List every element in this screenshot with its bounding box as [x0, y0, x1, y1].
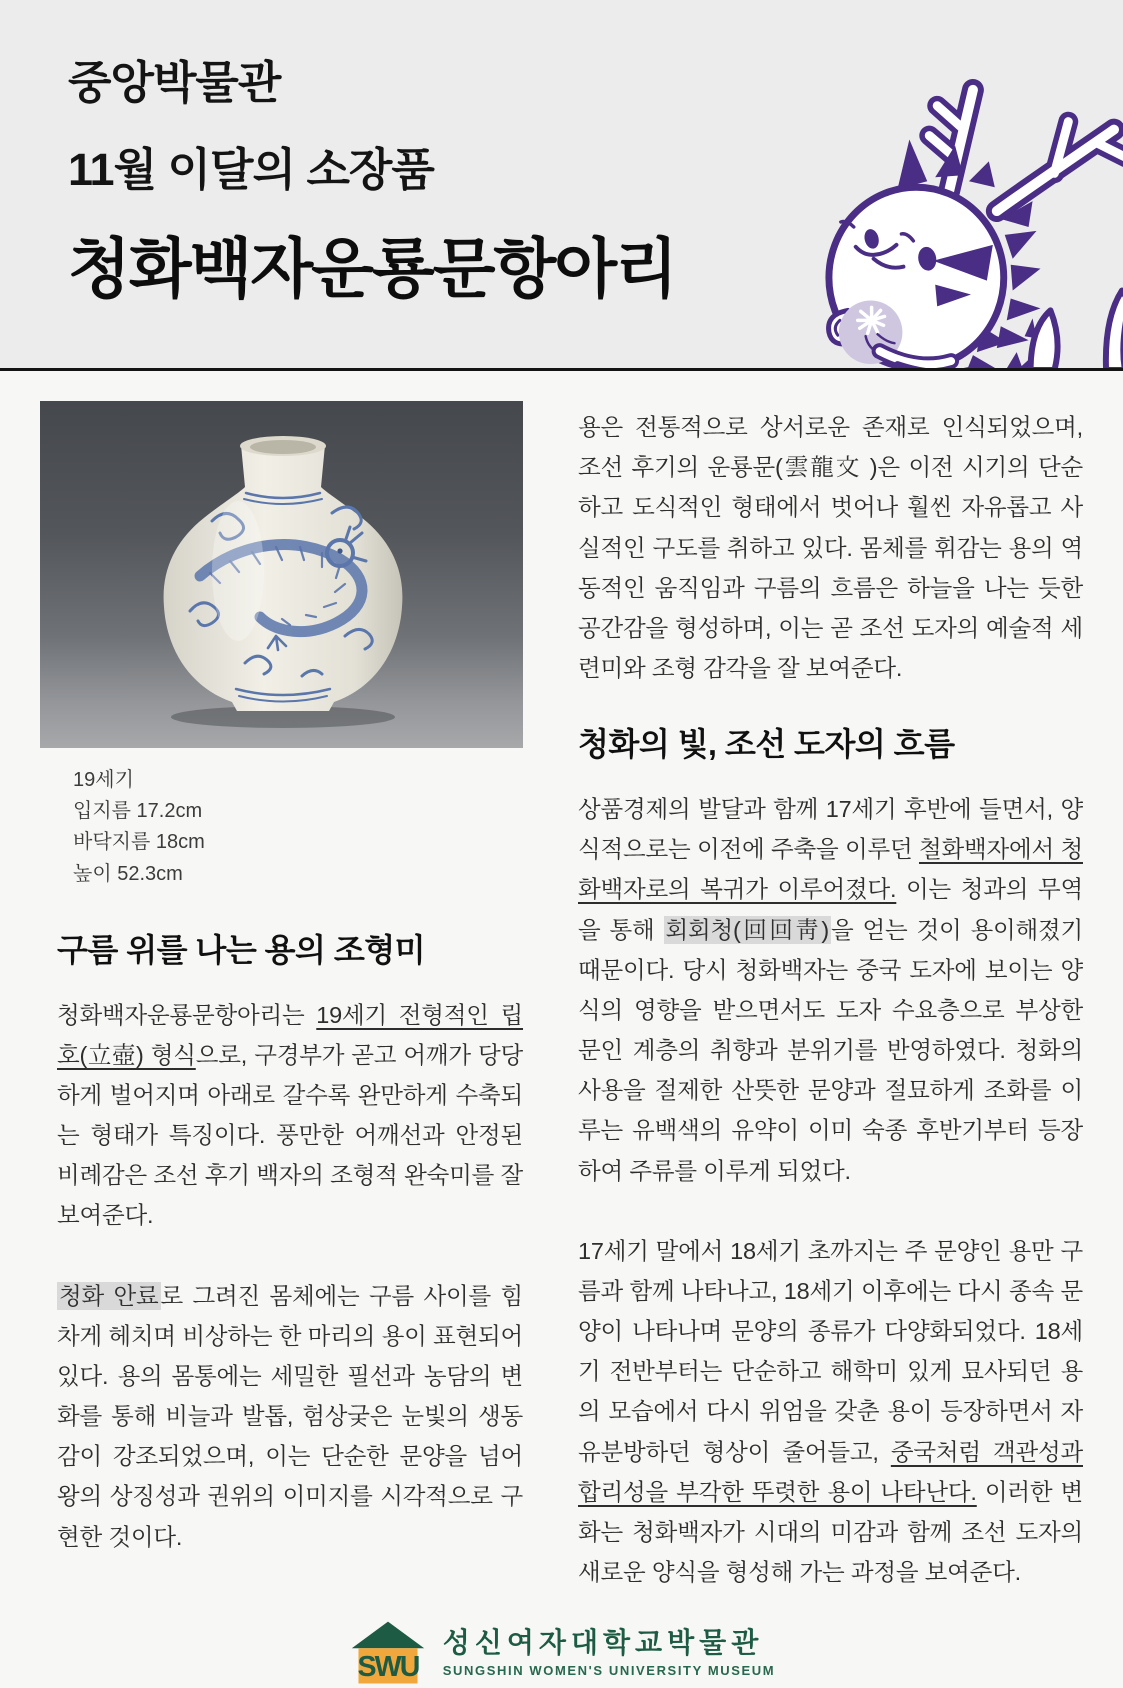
- museum-kicker: 중앙박물관: [68, 57, 281, 108]
- text-run: 을 얻는 것이 용이해졌기 때문이다. 당시 청화백자는 중국 도자에 보이는 양식의 영향을 받으면서도 도자 수요층으로 부상한 문인 계층의 취향과 분위기를 반영하였다. 청화의 사용을 절제한 산뜻한 문양과 절묘하게 조화를 이루는 유백색의 유약이 이미 숙종 후반기부터 등장하여 주류를 이루게 되었다.: [578, 916, 1084, 1184]
- footer-logo-block: [0, 1618, 1123, 1688]
- caption-base-diameter: 바닥지름 18cm: [73, 831, 205, 854]
- text-run: 청화백자운룡문항아리는: [57, 1001, 317, 1028]
- left-column: [40, 401, 523, 1557]
- right-section-heading: 청화의 빛, 조선 도자의 흐름: [578, 726, 955, 763]
- caption-mouth-diameter: 입지름 17.2cm: [73, 800, 203, 823]
- highlighted-text: 회회청(回回靑): [665, 916, 829, 943]
- museum-logo-icon: [348, 1618, 428, 1688]
- text-run: 으로, 구경부가 곧고 어깨가 당당하게 벌어지며 아래로 갈수록 완만하게 수축되는 형태가 특징이다. 풍만한 어깨선과 안정된 비례감은 조선 후기 백자의 조형적 완숙미를 잘 보여준다.: [57, 1041, 523, 1229]
- museum-name-block: [443, 1628, 775, 1678]
- dragon-mascot-illustration: [801, 70, 1123, 371]
- caption-height: 높이 52.3cm: [73, 862, 183, 885]
- artifact-caption: [73, 765, 523, 890]
- header-banner: [0, 0, 1123, 371]
- artifact-photo: [40, 401, 523, 748]
- left-section-heading: 구름 위를 나는 용의 조형미: [57, 931, 426, 968]
- porcelain-jar-icon: [40, 401, 523, 748]
- issue-kicker: 11월 이달의 소장품: [68, 143, 434, 195]
- text-run: 17세기 말에서 18세기 초까지는 주 문양인 용만 구름과 함께 나타나고, 18세기 이후에는 다시 종속 문양이 나타나며 문양의 종류가 다양화되었다. 18세기 전반부터는 단순하고 해학미 있게 묘사되던 용의 모습에서 다시 위엄을 갖춘 용이 등장하면서 자유분방하던 형상이 줄어들고,: [578, 1237, 1083, 1465]
- highlighted-text: 청화 안료: [59, 1282, 159, 1309]
- page-title: 청화백자운룡문항아리: [68, 231, 676, 305]
- text-run: 이는 청과의 무역을 통해: [578, 876, 1084, 943]
- underlined-text: 19세기 전형적인 립호(立壺) 형식: [57, 1001, 524, 1068]
- right-column: [578, 401, 1083, 1592]
- left-paragraph-1: [57, 995, 523, 1236]
- text-run: 이러한 변화는 청화백자가 시대의 미감과 함께 조선 도자의 새로운 양식을 형성해 가는 과정을 보여준다.: [578, 1478, 1083, 1586]
- right-paragraph-1: 용은 전통적으로 상서로운 존재로 인식되었으며, 조선 후기의 운룡문(雲龍文 )은 이전 시기의 단순하고 도식적인 형태에서 벗어나 훨씬 자유롭고 사실적인 구도를 취하고 있다. 몸체를 휘감는 용의 역동적인 움직임과 구름의 흐름은 하늘을 나는 듯한 공간감을 형성하며, 이는 곧 조선 도자의 예술적 세련미와 조형 감각을 잘 보여준다.: [578, 414, 1083, 682]
- right-paragraph-3: [578, 1231, 1083, 1593]
- logo-acronym: SWU: [357, 1651, 419, 1684]
- text-run: 로 그려진 몸체에는 구름 사이를 힘차게 헤치며 비상하는 한 마리의 용이 표현되어 있다. 용의 몸통에는 세밀한 필선과 농담의 변화를 통해 비늘과 발톱, 험상궂은 눈빛의 생동감이 강조되었으며, 이는 단순한 문양을 넘어 왕의 상징성과 권위의 이미지를 시각적으로 구현한 것이다.: [57, 1282, 523, 1550]
- left-paragraph-2: [57, 1276, 523, 1557]
- underlined-text: 철화백자에서 청화백자로의 복귀가 이루어졌다.: [578, 836, 1083, 903]
- museum-name-korean: 성신여자대학교박물관: [442, 1627, 764, 1659]
- right-paragraph-2: [578, 789, 1083, 1191]
- museum-name-english: SUNGSHIN WOMEN'S UNIVERSITY MUSEUM: [442, 1663, 776, 1679]
- header-text-block: [68, 57, 676, 305]
- article-body: [0, 371, 1123, 1592]
- caption-period: 19세기: [73, 769, 134, 791]
- text-run: 상품경제의 발달과 함께 17세기 후반에 들면서, 양식적으로는 이전에 주축을 이루던: [578, 796, 1083, 863]
- underlined-text: 중국처럼 객관성과 합리성을 부각한 뚜렷한 용이 나타난다.: [578, 1438, 1083, 1505]
